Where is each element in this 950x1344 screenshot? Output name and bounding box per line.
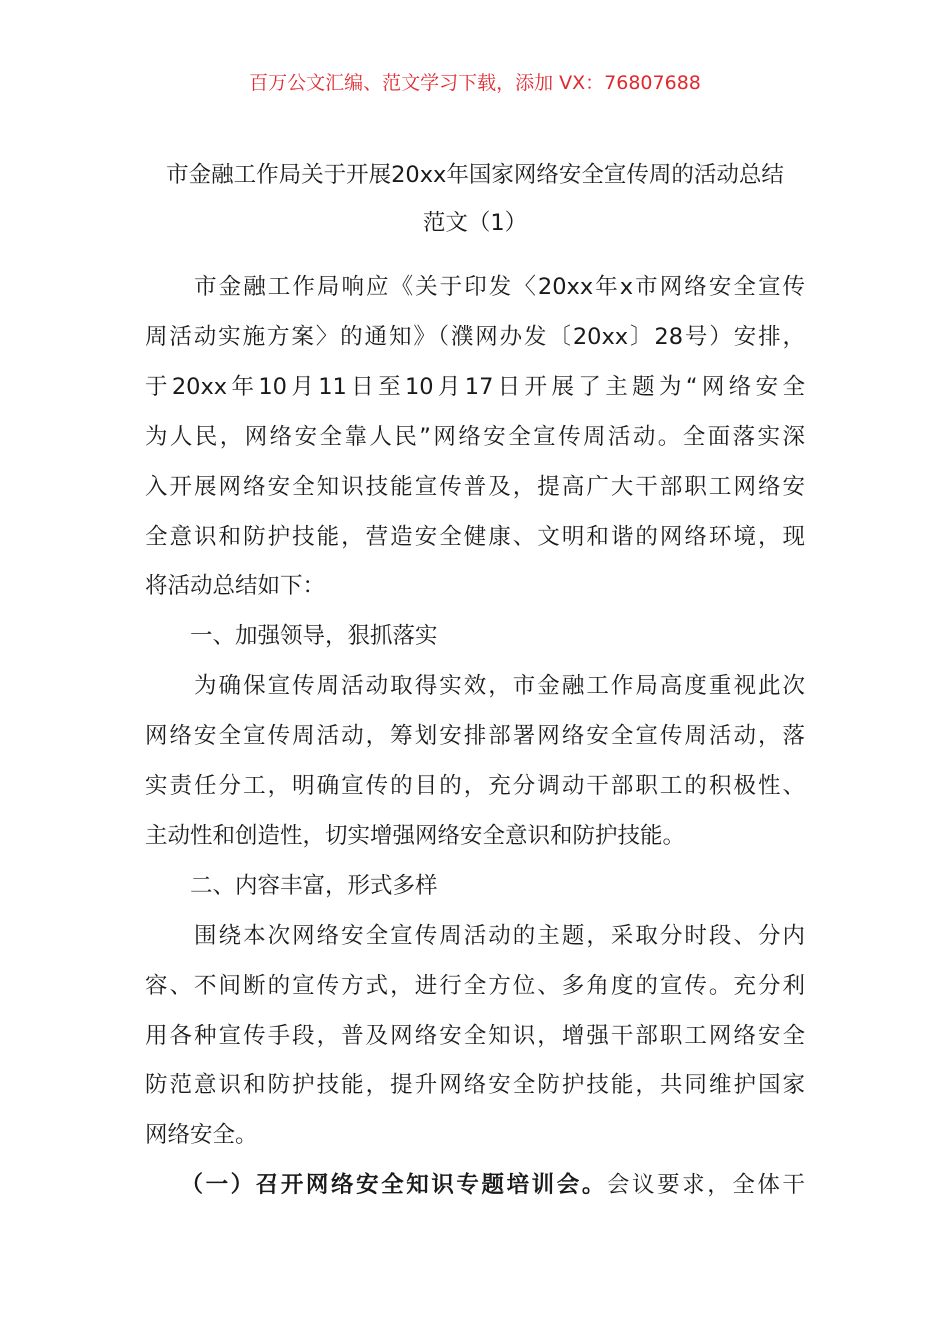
body-line: 周活动实施方案〉的通知》（濮网办发〔20xx〕28号）安排， <box>145 323 805 350</box>
body-line-subheading-1 <box>145 1171 805 1199</box>
body-line: 于20xx年10月11日至10月17日开展了主题为“网络安全 <box>145 373 805 400</box>
body-line: 市金融工作局响应《关于印发〈20xx年x市网络安全宣传 <box>145 274 805 300</box>
body-line: 围绕本次网络安全宣传周活动的主题，采取分时段、分内 <box>145 922 805 949</box>
body-line: 防范意识和防护技能，提升网络安全防护技能，共同维护国家 <box>145 1072 805 1099</box>
watermark-header: 百万公文汇编、范文学习下载，添加 VX：76807688 <box>249 72 701 94</box>
body-line: 主动性和创造性，切实增强网络安全意识和防护技能。 <box>145 822 686 849</box>
body-line: 网络安全。 <box>145 1122 258 1149</box>
document-title-line-2: 范文（1） <box>422 210 528 236</box>
body-line: 将活动总结如下： <box>145 573 326 600</box>
document-title-line-1: 市金融工作局关于开展20xx年国家网络安全宣传周的活动总结 <box>166 162 784 188</box>
body-line: 为人民，网络安全靠人民”网络安全宣传周活动。全面落实深 <box>145 423 805 450</box>
body-line: 一、加强领导，狠抓落实 <box>145 623 438 650</box>
body-line: 实责任分工，明确宣传的目的，充分调动干部职工的积极性、 <box>145 773 805 799</box>
body-text: 会议要求，全体干 <box>606 1172 805 1198</box>
body-line: 用各种宣传手段，普及网络安全知识，增强干部职工网络安全 <box>145 1022 805 1049</box>
body-line: 容、不间断的宣传方式，进行全方位、多角度的宣传。充分利 <box>145 972 805 999</box>
body-line: 入开展网络安全知识技能宣传普及，提高广大干部职工网络安 <box>145 473 805 500</box>
body-line: 二、内容丰富，形式多样 <box>145 872 438 899</box>
body-line: 为确保宣传周活动取得实效，市金融工作局高度重视此次 <box>145 673 805 700</box>
body-line: 全意识和防护技能，营造安全健康、文明和谐的网络环境，现 <box>145 523 805 550</box>
body-line: 网络安全宣传周活动，筹划安排部署网络安全宣传周活动，落 <box>145 723 805 750</box>
subheading-text: （一）召开网络安全知识专题培训会。 <box>145 1172 607 1198</box>
